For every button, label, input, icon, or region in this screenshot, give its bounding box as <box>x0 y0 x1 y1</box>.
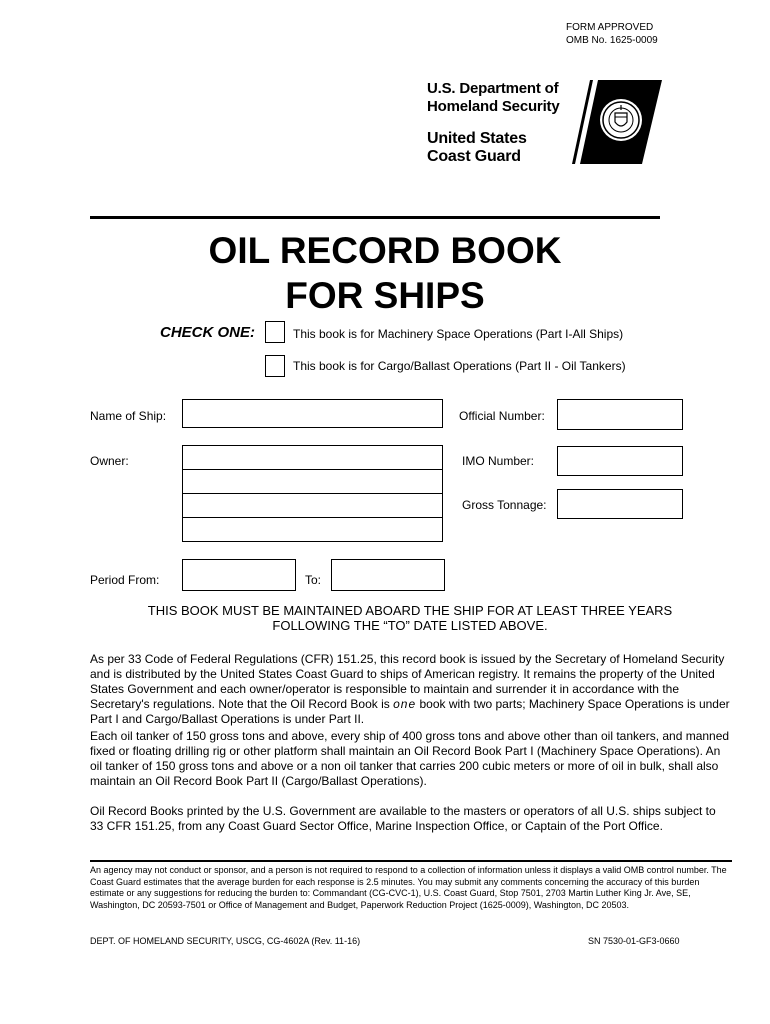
retention-notice-line-1: THIS BOOK MUST BE MAINTAINED ABOARD THE SHIP FOR AT LEAST THREE YEARS <box>147 603 673 618</box>
retention-notice-line-2: FOLLOWING THE “TO” DATE LISTED ABOVE. <box>272 618 548 633</box>
imo-number-field[interactable] <box>557 446 683 476</box>
owner-field-line-1[interactable] <box>182 445 443 470</box>
machinery-space-option-label: This book is for Machinery Space Operations (Part I-All Ships) <box>293 327 624 341</box>
owner-label: Owner: <box>90 454 129 468</box>
check-one-label: CHECK ONE: <box>160 324 256 341</box>
paragraph-cfr <box>90 652 730 727</box>
official-number-label: Official Number: <box>459 409 545 423</box>
owner-field-line-3[interactable] <box>182 493 443 518</box>
paragraph-cfr-text-1: As per 33 Code of Federal Regulations (CFR) 151.25, this record book is issued by the Secretary of Homeland Security and is distributed by the United States Coast Guard to ships of American registry. It remains the property of the United States Government and each owner/operator is responsible to maintain and surrender it in accordance with the Secretary's regulations. Note that the Oil Record Book is <box>90 652 725 711</box>
cargo-ballast-option-label: This book is for Cargo/Ballast Operations (Part II - Oil Tankers) <box>293 359 626 373</box>
title-line-1: OIL RECORD BOOK <box>208 230 562 271</box>
agency-line-2: Homeland Security <box>427 98 560 115</box>
paragraph-cfr-emphasis: one <box>393 697 417 711</box>
imo-number-label: IMO Number: <box>462 454 535 468</box>
agency-name <box>427 80 559 116</box>
paragraph-availability: Oil Record Books printed by the U.S. Government are available to the masters or operators of all U.S. ships subject to 33 CFR 151.25, from any Coast Guard Sector Office, Marine Inspection Office, or Captain of the Port Office. <box>90 804 716 833</box>
gross-tonnage-label: Gross Tonnage: <box>462 498 547 512</box>
form-approved-block <box>566 21 658 47</box>
cargo-ballast-checkbox[interactable] <box>265 355 285 377</box>
uscg-line-1: United States <box>427 130 527 147</box>
agency-line-1: U.S. Department of <box>427 80 559 97</box>
period-from-field[interactable] <box>182 559 296 591</box>
burden-divider <box>90 860 732 862</box>
paragraph-cfr-text-2: book with two parts; Machinery Space Operations is under Part I and Cargo/Ballast Operations is under Part II. <box>90 697 730 726</box>
uscg-name <box>427 130 527 166</box>
name-of-ship-label: Name of Ship: <box>90 409 167 423</box>
stock-number: SN 7530-01-GF3-0660 <box>588 936 680 946</box>
omb-number: OMB No. 1625-0009 <box>566 35 658 46</box>
owner-field-line-2[interactable] <box>182 469 443 494</box>
period-from-label: Period From: <box>90 573 160 587</box>
owner-field-line-4[interactable] <box>182 517 443 542</box>
machinery-space-checkbox[interactable] <box>265 321 285 343</box>
form-approved-text: FORM APPROVED <box>566 22 654 33</box>
to-field[interactable] <box>331 559 445 591</box>
form-id: DEPT. OF HOMELAND SECURITY, USCG, CG-4602A (Rev. 11-16) <box>90 936 361 946</box>
title-line-2: FOR SHIPS <box>285 275 485 316</box>
uscg-line-2: Coast Guard <box>427 148 521 165</box>
header-divider <box>90 216 660 219</box>
coast-guard-seal-icon <box>562 80 662 164</box>
to-label: To: <box>305 573 322 587</box>
paragraph-applicability: Each oil tanker of 150 gross tons and above, every ship of 400 gross tons and above other than oil tankers, and manned fixed or floating drilling rig or other platform shall maintain an Oil Record Book Part I (Machinery Space Operations). An oil tanker of 150 gross tons and above or a non oil tanker that carries 200 cubic meters or more of oil in bulk, shall also maintain an Oil Record Book Part II (Cargo/Ballast Operations). <box>90 729 730 788</box>
burden-statement: An agency may not conduct or sponsor, and a person is not required to respond to a collection of information unless it displays a valid OMB control number. The Coast Guard estimates that the average burden for each response is 2.5 minutes. You may submit any comments concerning the accuracy of this burden estimate or any suggestions for reducing the burden to: Commandant (CG-CVC-1), U.S. Coast Guard, Stop 7501, 2703 Martin Luther King Jr. Ave, SE, Washington, DC 20593-7501 or Office of Management and Budget, Paperwork Reduction Project (1625-0009), Washington, DC 20503. <box>90 865 727 910</box>
gross-tonnage-field[interactable] <box>557 489 683 519</box>
retention-notice <box>90 603 730 633</box>
name-of-ship-field[interactable] <box>182 399 443 428</box>
official-number-field[interactable] <box>557 399 683 430</box>
